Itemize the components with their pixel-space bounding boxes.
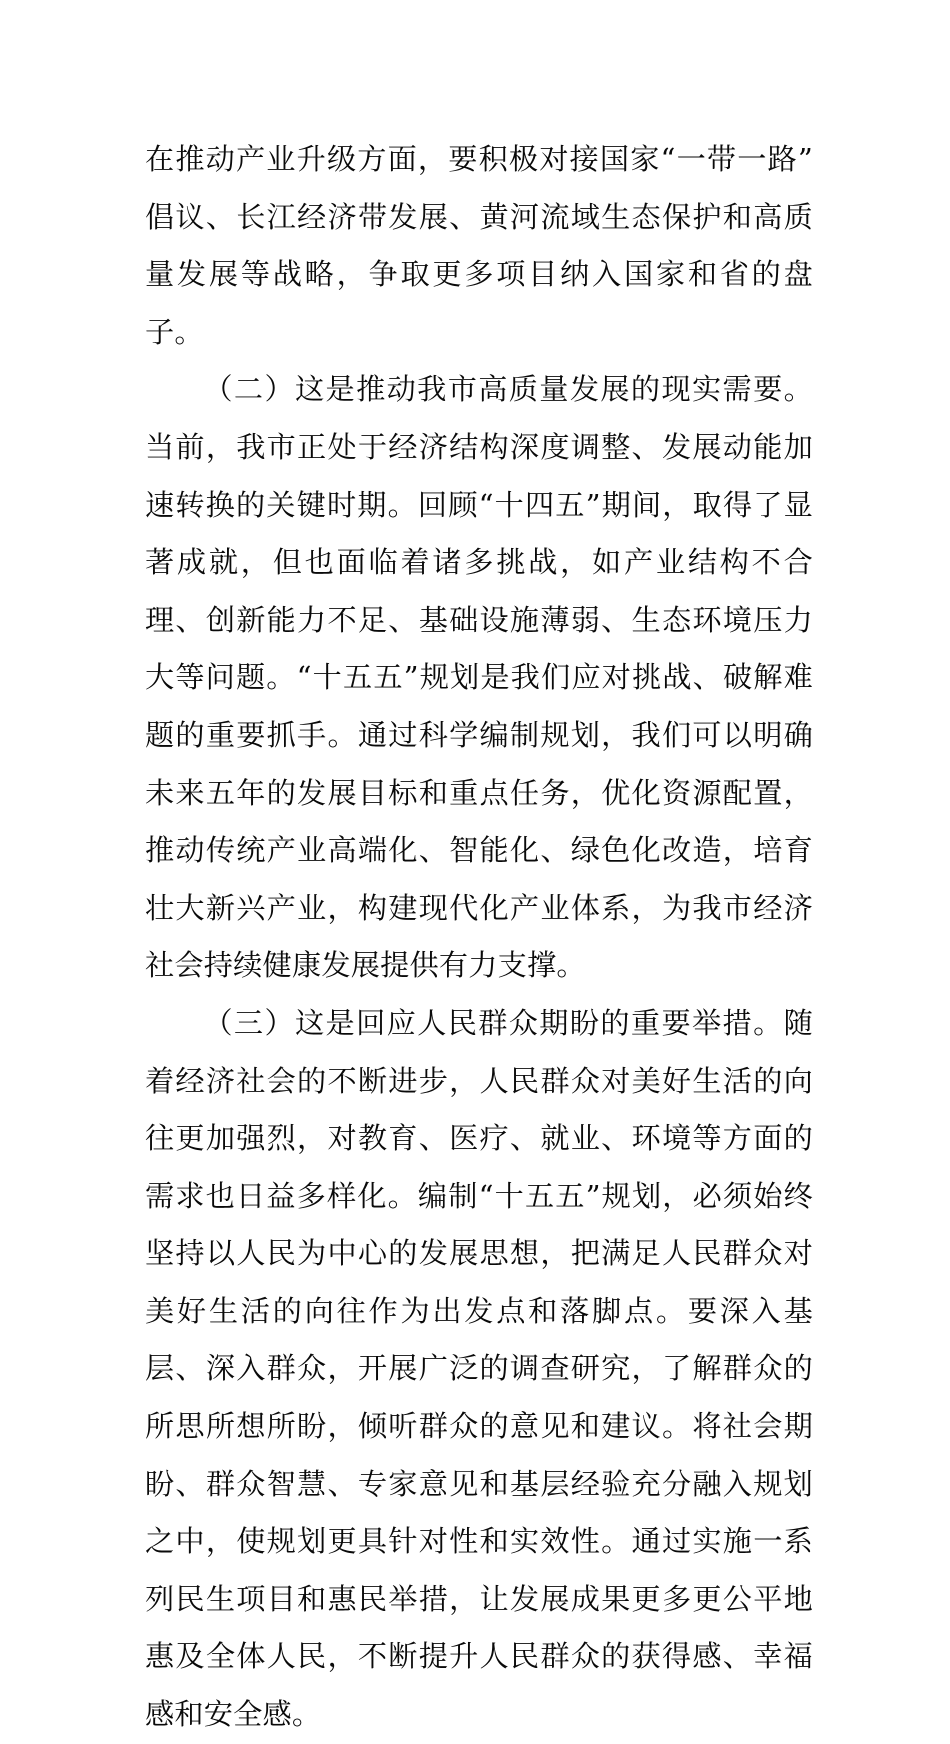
paragraph-two-high-quality-development: （二）这是推动我市高质量发展的现实需要。当前，我市正处于经济结构深度调整、发展动能加速转换的关键时期。回顾“十四五”期间，取得了显著成就，但也面临着诸多挑战，如产业结构不合理、创新能力不足、基础设施薄弱、生态环境压力大等问题。“十五五”规划是我们应对挑战、破解难题的重要抓手。通过科学编制规划，我们可以明确未来五年的发展目标和重点任务，优化资源配置，推动传统产业高端化、智能化、绿色化改造，培育壮大新兴产业，构建现代化产业体系，为我市经济社会持续健康发展提供有力支撑。 bbox=[145, 372, 813, 983]
paragraph-industry-upgrade: 在推动产业升级方面，要积极对接国家“一带一路”倡议、长江经济带发展、黄河流域生态保护和高质量发展等战略，争取更多项目纳入国家和省的盘子。 bbox=[145, 142, 813, 349]
document-body-text-column bbox=[145, 131, 813, 1744]
paragraph-three-peoples-expectations: （三）这是回应人民群众期盼的重要举措。随着经济社会的不断进步，人民群众对美好生活的向往更加强烈，对教育、医疗、就业、环境等方面的需求也日益多样化。编制“十五五”规划，必须始终坚持以人民为中心的发展思想，把满足人民群众对美好生活的向往作为出发点和落脚点。要深入基层、深入群众，开展广泛的调查研究，了解群众的所思所想所盼，倾听群众的意见和建议。将社会期盼、群众智慧、专家意见和基层经验充分融入规划之中，使规划更具针对性和实效性。通过实施一系列民生项目和惠民举措，让发展成果更多更公平地惠及全体人民，不断提升人民群众的获得感、幸福感和安全感。 bbox=[145, 1005, 813, 1732]
